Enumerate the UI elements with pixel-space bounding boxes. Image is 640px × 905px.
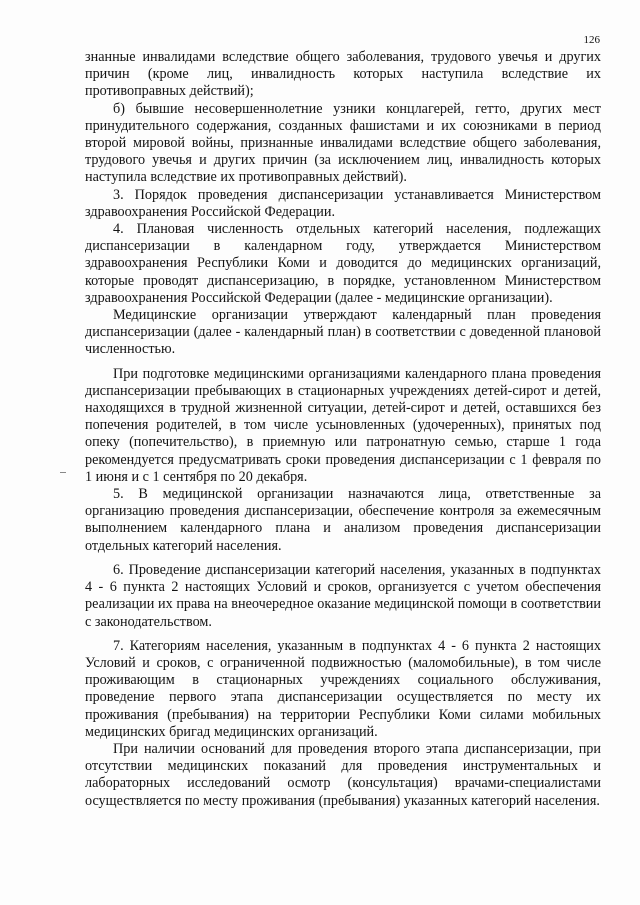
margin-mark <box>60 472 66 473</box>
paragraph-item-b: б) бывшие несовершеннолетние узники концлагерей, гетто, других мест принудительного содержания, созданных фашистами и их союзниками в период второй мировой войны, признанные инвалидами вследствие общего заболевания, трудового увечья и других причин (за исключением лиц, инвалидность которых наступила вследствие их противоправных действий). <box>85 100 601 186</box>
paragraph-orphans-schedule: При подготовке медицинскими организациями календарного плана проведения диспансеризации пребывающих в стационарных учреждениях детей-сирот и детей, находящихся в трудной жизненной ситуации, детей-сирот и детей, оставшихся без попечения родителей, в том числе усыновленных (удочеренных), принятых под опеку (попечительство), в приемную или патронатную семью, старше 1 года рекомендуется предусматривать сроки проведения диспансеризации с 1 февраля по 1 июня и с 1 сентября по 20 декабря. <box>85 365 601 485</box>
paragraph-4: 4. Плановая численность отдельных категорий населения, подлежащих диспансеризации в календарном году, утверждается Министерством здравоохранения Республики Коми и доводится до медицинских организаций, которые проводят диспансеризацию, в порядке, установленном Министерством здравоохранения Российской Федерации (далее - медицинские организации). <box>85 221 601 306</box>
paragraph-calendar-plan: Медицинские организации утверждают календарный план проведения диспансеризации (далее - календарный план) в соответствии с доведенной плановой численностью. <box>85 307 601 358</box>
paragraph-second-stage: При наличии оснований для проведения второго этапа диспансеризации, при отсутствии медицинских показаний для проведения инструментальных и лабораторных исследований осмотр (консультация) врачами-специалистами осуществляется по месту проживания (пребывания) указанных категорий населения. <box>85 740 601 809</box>
document-body <box>85 49 601 810</box>
paragraph-7: 7. Категориям населения, указанным в подпунктах 4 - 6 пункта 2 настоящих Условий и сроков, с ограниченной подвижностью (маломобильные), в том числе проживающим в стационарных учреждениях социального обслуживания, проведение первого этапа диспансеризации осуществляется по месту их проживания (пребывания) на территории Республики Коми силами мобильных медицинских бригад медицинских организаций. <box>85 637 601 740</box>
paragraph-6: 6. Проведение диспансеризации категорий населения, указанных в подпунктах 4 - 6 пункта 2 настоящих Условий и сроков, организуется с учетом обеспечения реализации их права на внеочередное оказание медицинской помощи в соответствии с законодательством. <box>85 561 601 630</box>
page-number: 126 <box>583 34 600 46</box>
paragraph-continuation: знанные инвалидами вследствие общего заболевания, трудового увечья и других причин (кроме лиц, инвалидность которых наступила вследствие их противоправных действий); <box>85 49 601 100</box>
paragraph-3: 3. Порядок проведения диспансеризации устанавливается Министерством здравоохранения Российской Федерации. <box>85 186 601 220</box>
paragraph-5: 5. В медицинской организации назначаются лица, ответственные за организацию проведения диспансеризации, обеспечение контроля за ежемесячным выполнением календарного плана и анализом проведения диспансеризации отдельных категорий населения. <box>85 486 601 554</box>
